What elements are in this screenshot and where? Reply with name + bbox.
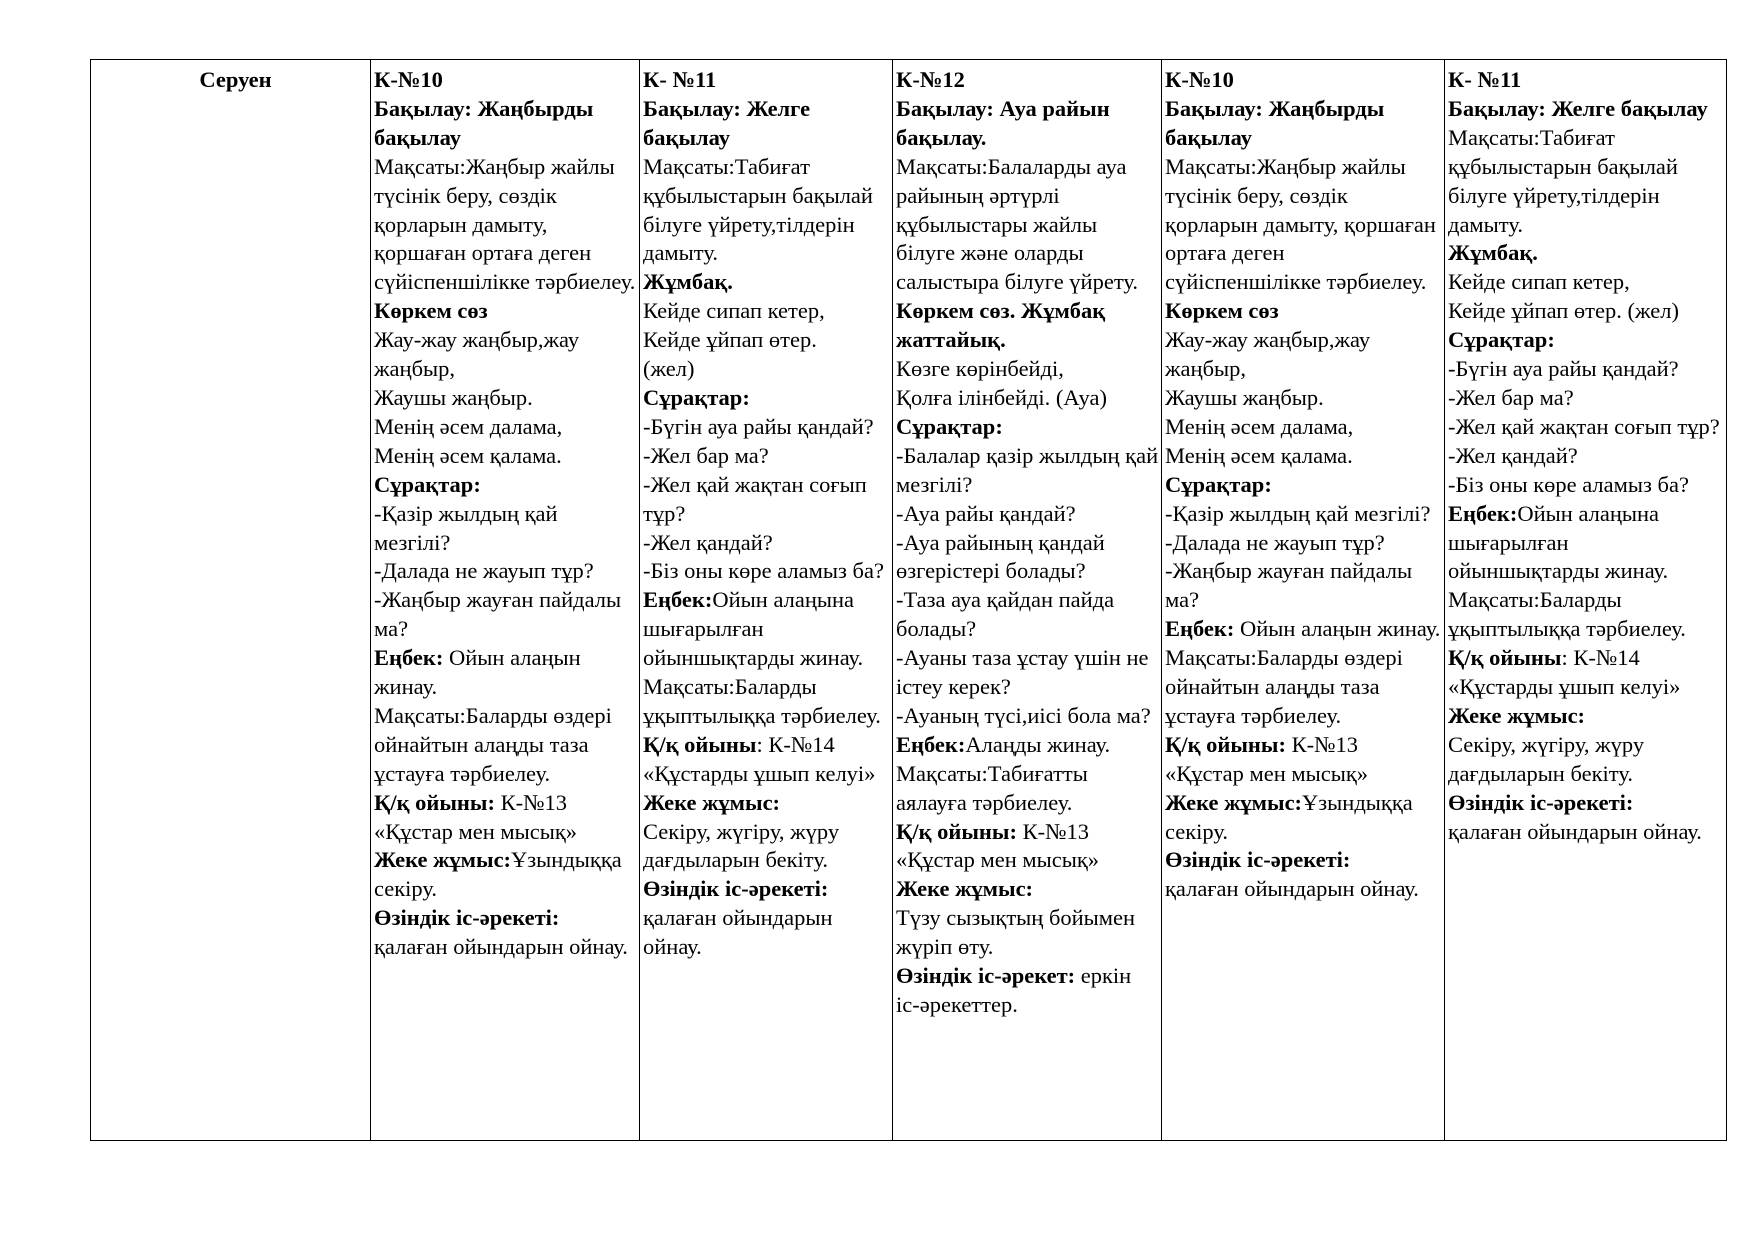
plan-line — [1165, 731, 1443, 760]
section-heading: Қ/қ ойыны: — [374, 789, 495, 815]
plan-text: Ойын алаңын жинау. — [1234, 616, 1441, 642]
section-heading: Бақылау: Желге бақылау — [643, 95, 811, 150]
plan-line — [374, 95, 638, 153]
plan-line — [896, 529, 1160, 587]
plan-text: Кейде ұйпап өтер. (жел) — [1448, 298, 1679, 324]
plan-text: -Қазір жылдың қай мезгілі? — [374, 500, 558, 555]
section-heading: К- №11 — [1448, 67, 1522, 92]
plan-text: «Құстар мен мысық» — [374, 818, 577, 844]
walk-row — [91, 60, 1727, 1141]
plan-text: Менің әсем далама, — [374, 413, 563, 439]
plan-text: -Далада не жауып тұр? — [1165, 529, 1385, 555]
day-column-1 — [371, 60, 640, 1141]
plan-text: -Жел қандай? — [1448, 442, 1578, 468]
plan-line — [643, 818, 891, 876]
section-heading: Бақылау: Жаңбырды бақылау — [1165, 95, 1385, 150]
plan-line — [1448, 673, 1725, 702]
plan-line — [1448, 500, 1725, 587]
section-heading: Өзіндік іс-әрекеті: — [643, 876, 829, 902]
plan-line — [643, 297, 891, 326]
section-heading: Жеке жұмыс: — [374, 847, 512, 873]
plan-text: Түзу сызықтың бойымен жүріп өту. — [896, 905, 1136, 960]
plan-text: (жел) — [643, 356, 695, 382]
plan-text: қалаған ойындарын ойнау. — [374, 934, 628, 960]
plan-line — [896, 384, 1160, 413]
plan-text: Алаңды жинау. — [965, 731, 1111, 757]
section-heading: Сұрақтар: — [896, 413, 1003, 439]
plan-line — [1165, 846, 1443, 875]
section-heading: Жеке жұмыс: — [643, 789, 781, 815]
plan-line — [1448, 586, 1725, 644]
plan-line — [1448, 95, 1725, 124]
plan-line — [896, 875, 1160, 904]
plan-line — [374, 933, 638, 962]
plan-line — [1448, 326, 1725, 355]
plan-line — [1165, 615, 1443, 644]
plan-line — [1165, 153, 1443, 298]
plan-line — [896, 442, 1160, 500]
section-heading: Жеке жұмыс: — [1165, 789, 1303, 815]
day-column-3 — [893, 60, 1162, 1141]
plan-text: Мақсаты:Табиғат құбылыстарын бақылай білуге үйрету,тілдерін дамыту. — [1448, 124, 1678, 237]
plan-line — [1448, 268, 1725, 297]
plan-text: К-№13 — [1285, 731, 1359, 757]
plan-text: -Бүгін ауа райы қандай? — [643, 413, 874, 439]
plan-text: -Балалар қазір жылдың қай мезгілі? — [896, 442, 1159, 497]
plan-text: «Құстар мен мысық» — [896, 847, 1099, 873]
section-heading: Еңбек: — [1165, 616, 1235, 642]
day-column-4 — [1162, 60, 1445, 1141]
plan-line — [1165, 557, 1443, 615]
plan-text: Секіру, жүгіру, жүру дағдыларын бекіту. — [1448, 731, 1645, 786]
section-heading: Өзіндік іс-әрекеті: — [1165, 847, 1351, 873]
plan-line — [374, 846, 638, 904]
plan-line — [643, 471, 891, 529]
plan-line — [643, 66, 891, 95]
plan-text: Мақсаты:Жаңбыр жайлы түсінік беру, сөздік қорларын дамыту, қоршаған ортаға деген сүйіспеншілікке тәрбиелеу. — [374, 153, 636, 295]
plan-text: Мақсаты:Баларды ұқыптылыққа тәрбиелеу. — [1448, 587, 1686, 642]
plan-text: -Жел бар ма? — [643, 442, 769, 468]
plan-line — [643, 413, 891, 442]
section-heading: К-№10 — [374, 67, 443, 92]
section-heading: Көркем сөз — [1165, 298, 1279, 324]
plan-text: Жаушы жаңбыр. — [1165, 384, 1324, 410]
plan-line — [896, 95, 1160, 153]
plan-line — [1448, 818, 1725, 847]
plan-line — [1448, 239, 1725, 268]
plan-line — [374, 818, 638, 847]
section-heading: Еңбек: — [896, 731, 966, 757]
plan-line — [374, 384, 638, 413]
plan-text: қалаған ойындарын ойнау. — [1448, 818, 1702, 844]
plan-text: Мақсаты:Балаларды ауа райының әртүрлі құбылыстары жайлы білуге және оларды салыстыра білуге үйрету. — [896, 153, 1138, 295]
plan-line — [374, 326, 638, 384]
plan-line — [1165, 66, 1443, 95]
plan-line — [374, 442, 638, 471]
section-heading: Өзіндік іс-әрекеті: — [1448, 789, 1634, 815]
plan-line — [896, 66, 1160, 95]
plan-line — [896, 297, 1160, 355]
section-heading: Бақылау: Желге бақылау — [1448, 95, 1708, 121]
plan-line — [643, 789, 891, 818]
plan-line — [1165, 442, 1443, 471]
plan-line — [1448, 66, 1725, 95]
plan-text: «Құстарды ұшып келуі» — [643, 760, 876, 786]
plan-line — [896, 702, 1160, 731]
plan-text: -Таза ауа қайдан пайда болады? — [896, 587, 1115, 642]
plan-line — [1448, 297, 1725, 326]
plan-line — [643, 673, 891, 731]
plan-line — [1165, 789, 1443, 847]
section-heading: Көркем сөз — [374, 298, 488, 324]
section-heading: Сұрақтар: — [1165, 471, 1272, 497]
section-heading: Өзіндік іс-әрекеті: — [374, 905, 560, 931]
plan-line — [643, 731, 891, 760]
section-heading: Сұрақтар: — [374, 471, 481, 497]
row-label-cell — [91, 60, 371, 1141]
plan-line — [1165, 471, 1443, 500]
plan-text: -Жел қандай? — [643, 529, 773, 555]
plan-line — [1165, 875, 1443, 904]
plan-line — [896, 760, 1160, 818]
plan-text: -Біз оны көре аламыз ба? — [643, 558, 884, 584]
section-heading: Бақылау: Ауа райын бақылау. — [896, 95, 1110, 150]
plan-line — [896, 904, 1160, 962]
section-heading: Қ/қ ойыны — [1448, 645, 1562, 671]
plan-line — [896, 413, 1160, 442]
plan-text: Мақсаты:Баларды өздері ойнайтын алаңды таза ұстауға тәрбиелеу. — [374, 702, 612, 786]
plan-text: Кейде сипап кетер, — [1448, 269, 1630, 295]
plan-line — [1165, 95, 1443, 153]
plan-text: -Жаңбыр жауған пайдалы ма? — [1165, 558, 1413, 613]
section-heading: Бақылау: Жаңбырды бақылау — [374, 95, 594, 150]
plan-line — [374, 644, 638, 702]
plan-text: еркін іс-әрекеттер. — [896, 963, 1132, 1017]
plan-line — [1448, 413, 1725, 442]
plan-line — [374, 153, 638, 298]
plan-text: Ұзындыққа секіру. — [374, 847, 622, 902]
plan-line — [896, 962, 1160, 1020]
plan-line — [896, 846, 1160, 875]
section-heading: Қ/қ ойыны: — [896, 818, 1017, 844]
plan-line — [374, 557, 638, 586]
section-heading: Жұмбақ. — [1448, 240, 1538, 266]
section-heading: К-№10 — [1165, 67, 1234, 92]
plan-line — [896, 731, 1160, 760]
plan-text: Ойын алаңын жинау. — [374, 645, 581, 700]
section-heading: Еңбек: — [643, 587, 713, 613]
plan-text: Көзге көрінбейді, — [896, 356, 1064, 382]
plan-line — [643, 355, 891, 384]
plan-text: -Бүгін ауа райы қандай? — [1448, 356, 1679, 382]
plan-text: Мақсаты:Баларды ұқыптылыққа тәрбиелеу. — [643, 674, 881, 728]
section-heading: Жеке жұмыс: — [1448, 702, 1586, 728]
plan-text: Жаушы жаңбыр. — [374, 384, 533, 410]
plan-text: К-№13 — [1016, 818, 1090, 844]
plan-text: -Ауаны таза ұстау үшін не істеу керек? — [896, 645, 1149, 700]
plan-text: «Құстарды ұшып келуі» — [1448, 674, 1681, 700]
plan-text: «Құстар мен мысық» — [1165, 760, 1368, 786]
plan-text: : К-№14 — [756, 731, 835, 757]
plan-line — [374, 702, 638, 789]
plan-text: Жау-жау жаңбыр,жау жаңбыр, — [374, 327, 580, 382]
plan-text: -Ауа райының қандай өзгерістері болады? — [896, 529, 1105, 584]
plan-line — [374, 586, 638, 644]
plan-text: Мақсаты:Табиғатты аялауға тәрбиелеу. — [896, 760, 1088, 815]
plan-text: Ұзындыққа секіру. — [1165, 789, 1413, 844]
day-column-5 — [1445, 60, 1727, 1141]
plan-line — [1448, 702, 1725, 731]
section-heading: Еңбек: — [374, 645, 444, 671]
plan-line — [643, 760, 891, 789]
plan-text: Жау-жау жаңбыр,жау жаңбыр, — [1165, 327, 1371, 382]
section-heading: Жеке жұмыс: — [896, 876, 1034, 902]
plan-text: Менің әсем қалама. — [374, 442, 562, 468]
section-heading: Сұрақтар: — [1448, 327, 1555, 353]
plan-text: -Жаңбыр жауған пайдалы ма? — [374, 587, 622, 642]
plan-line — [1448, 731, 1725, 789]
row-label: Серуен — [199, 67, 272, 92]
plan-line — [1165, 326, 1443, 384]
plan-text: -Біз оны көре аламыз ба? — [1448, 471, 1689, 497]
section-heading: Қ/қ ойыны — [643, 731, 757, 757]
plan-line — [643, 326, 891, 355]
plan-text: К-№13 — [494, 789, 568, 815]
plan-line — [374, 297, 638, 326]
plan-text: Менің әсем қалама. — [1165, 442, 1353, 468]
plan-line — [1448, 644, 1725, 673]
plan-line — [643, 586, 891, 673]
plan-line — [643, 442, 891, 471]
plan-text: қалаған ойындарын ойнау. — [643, 905, 833, 960]
plan-line — [896, 500, 1160, 529]
plan-line — [643, 904, 891, 962]
plan-line — [374, 66, 638, 95]
plan-text: Қолға ілінбейді. (Ауа) — [896, 384, 1107, 410]
plan-text: Секіру, жүгіру, жүру дағдыларын бекіту. — [643, 818, 840, 873]
section-heading: Еңбек: — [1448, 500, 1518, 526]
plan-line — [643, 529, 891, 558]
plan-line — [896, 153, 1160, 298]
section-heading: Жұмбақ. — [643, 269, 733, 295]
plan-line — [643, 153, 891, 269]
section-heading: Өзіндік іс-әрекет: — [896, 963, 1076, 989]
plan-text: Мақсаты:Баларды өздері ойнайтын алаңды таза ұстауға тәрбиелеу. — [1165, 645, 1403, 728]
plan-text: -Жел бар ма? — [1448, 384, 1574, 410]
plan-text: Кейде сипап кетер, — [643, 298, 825, 324]
plan-line — [1165, 644, 1443, 731]
plan-text: -Жел қай жақтан соғып тұр? — [1448, 413, 1720, 439]
plan-line — [1165, 760, 1443, 789]
plan-line — [1448, 355, 1725, 384]
plan-text: -Қазір жылдың қай мезгілі? — [1165, 500, 1431, 526]
section-heading: Көркем сөз. Жұмбақ жаттайық. — [896, 298, 1106, 353]
plan-line — [374, 471, 638, 500]
plan-line — [1165, 500, 1443, 529]
plan-line — [1448, 124, 1725, 240]
walk-plan-table — [90, 59, 1727, 1141]
plan-line — [1448, 384, 1725, 413]
plan-text: Кейде ұйпап өтер. — [643, 327, 817, 353]
plan-line — [1165, 413, 1443, 442]
plan-line — [643, 95, 891, 153]
plan-line — [374, 413, 638, 442]
plan-text: -Далада не жауып тұр? — [374, 558, 594, 584]
plan-line — [1165, 529, 1443, 558]
plan-line — [896, 818, 1160, 847]
plan-text: -Жел қай жақтан соғып тұр? — [643, 471, 867, 526]
plan-line — [1448, 442, 1725, 471]
plan-text: Менің әсем далама, — [1165, 413, 1354, 439]
plan-line — [896, 644, 1160, 702]
plan-line — [643, 875, 891, 904]
plan-text: : К-№14 — [1561, 645, 1640, 671]
plan-line — [896, 586, 1160, 644]
plan-text: Ойын алаңына шығарылған ойыншықтарды жинау. — [643, 587, 864, 671]
plan-line — [1165, 297, 1443, 326]
plan-line — [374, 904, 638, 933]
plan-line — [1448, 471, 1725, 500]
section-heading: Қ/қ ойыны: — [1165, 731, 1286, 757]
plan-text: Ойын алаңына шығарылған ойыншықтарды жинау. — [1448, 500, 1669, 584]
plan-line — [1165, 384, 1443, 413]
plan-line — [374, 500, 638, 558]
section-heading: Сұрақтар: — [643, 384, 750, 410]
plan-text: -Ауа райы қандай? — [896, 500, 1076, 526]
plan-line — [896, 355, 1160, 384]
plan-line — [374, 789, 638, 818]
plan-text: Мақсаты:Табиғат құбылыстарын бақылай білуге үйрету,тілдерін дамыту. — [643, 153, 873, 266]
plan-line — [1448, 789, 1725, 818]
plan-text: қалаған ойындарын ойнау. — [1165, 876, 1419, 902]
section-heading: К- №11 — [643, 67, 717, 92]
plan-line — [643, 384, 891, 413]
plan-line — [643, 557, 891, 586]
day-column-2 — [640, 60, 893, 1141]
section-heading: К-№12 — [896, 67, 965, 92]
plan-text: Мақсаты:Жаңбыр жайлы түсінік беру, сөздік қорларын дамыту, қоршаған ортаға деген сүйіспеншілікке тәрбиелеу. — [1165, 153, 1436, 295]
plan-line — [643, 268, 891, 297]
plan-text: -Ауаның түсі,иісі бола ма? — [896, 702, 1151, 728]
